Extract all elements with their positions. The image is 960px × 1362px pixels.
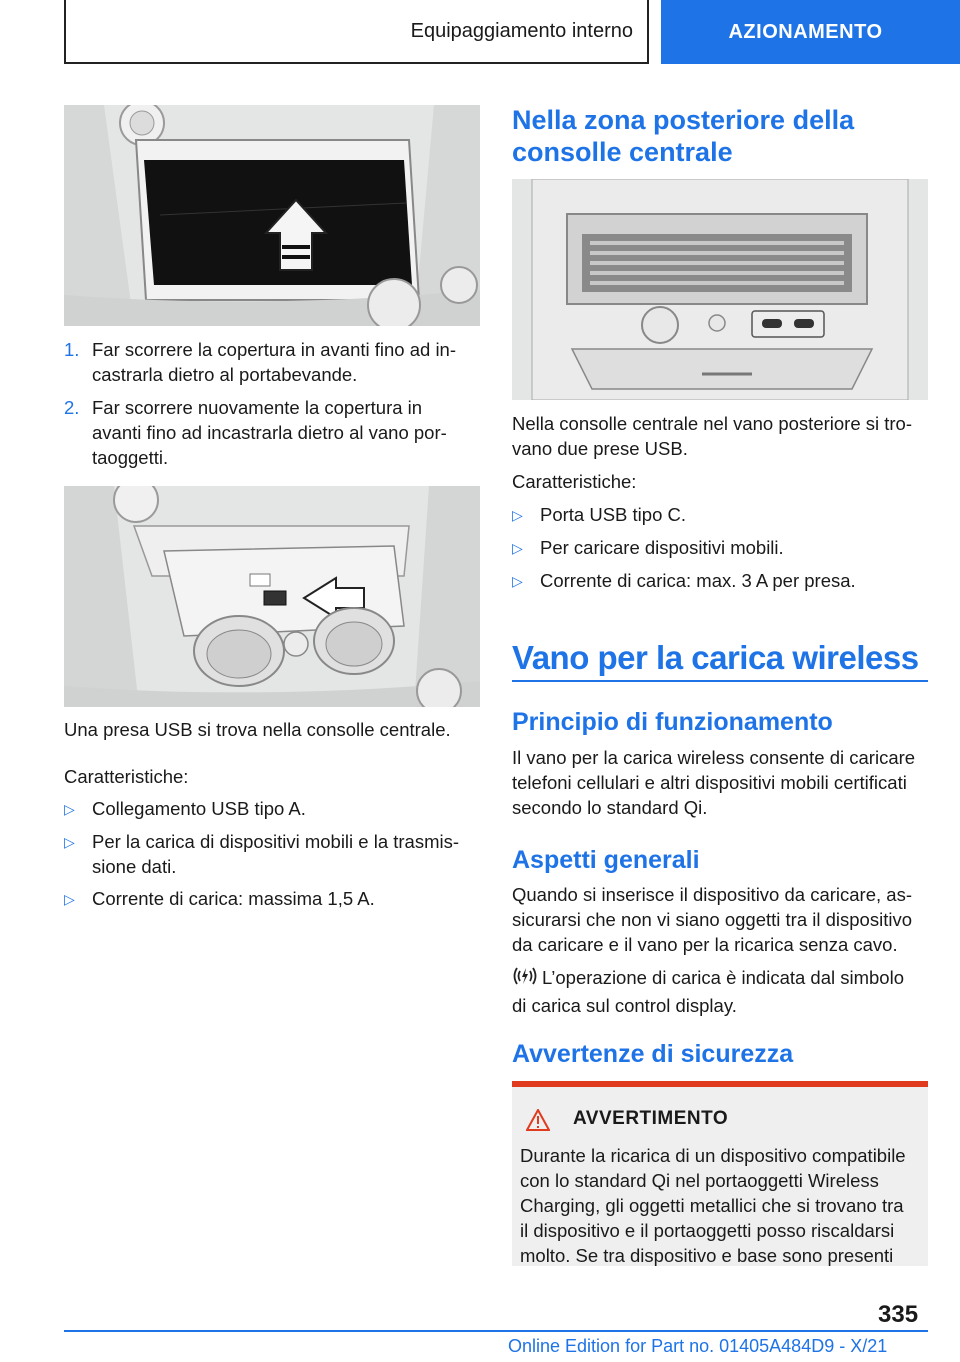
text-line: con lo standard Qi nel portaoggetti Wireless — [520, 1170, 879, 1191]
section-header — [64, 0, 649, 64]
rear-console-heading — [512, 104, 928, 168]
section-title: Equipaggiamento interno — [410, 19, 633, 42]
bullet-icon: ▷ — [512, 507, 523, 523]
text-line: molto. Se tra dispositivo e base sono presenti — [520, 1245, 894, 1266]
edition-text: Online Edition for Part no. 01405A484D9 - X/21 — [508, 1336, 888, 1356]
text-line: L’operazione di carica è indicata dal simbolo — [542, 967, 904, 988]
text-line: Quando si inserisce il dispositivo da caricare, as- — [512, 884, 912, 905]
warning-title: AVVERTIMENTO — [573, 1108, 729, 1129]
heading-rule — [512, 680, 928, 682]
rear-console-image — [512, 179, 928, 400]
step-number: 1. — [64, 339, 80, 360]
feature-item — [512, 502, 928, 528]
feature-text — [92, 829, 480, 879]
text-line: Il vano per la carica wireless consente di caricare — [512, 747, 916, 768]
footer-rule — [64, 1330, 928, 1332]
usb-features-list — [64, 796, 480, 912]
safety-heading: Avvertenze di sicurezza — [512, 1040, 794, 1068]
usb-intro-text: Una presa USB si trova nella consolle centrale. — [64, 719, 451, 740]
general-heading: Aspetti generali — [512, 846, 700, 874]
step-number: 2. — [64, 397, 80, 418]
text-line: telefoni cellulari e altri dispositivi mobili certificati — [512, 772, 907, 793]
step-text — [92, 395, 480, 470]
warning-box — [512, 1081, 928, 1266]
features-label: Caratteristiche: — [512, 471, 637, 492]
page-number: 335 — [878, 1301, 919, 1328]
feature-item — [64, 886, 480, 912]
bullet-icon: ▷ — [64, 834, 75, 850]
feature-text: Collegamento USB tipo A. — [92, 798, 306, 819]
text-line: Durante la ricarica di un dispositivo compatibile — [520, 1145, 906, 1166]
text-line: di carica sul control display. — [512, 995, 737, 1017]
bullet-icon: ▷ — [512, 573, 523, 589]
features-label: Caratteristiche: — [64, 766, 189, 787]
step-line: castrarla dietro al portabevande. — [92, 364, 358, 385]
feature-text: Corrente di carica: massima 1,5 A. — [92, 888, 375, 909]
text-line: sicurarsi che non vi siano oggetti tra il dispositivo — [512, 909, 912, 930]
text-line: da caricare e il vano per la ricarica senza cavo. — [512, 934, 898, 955]
step-line: taoggetti. — [92, 447, 169, 468]
step-text — [92, 337, 480, 387]
step-line: Far scorrere nuovamente la copertura in — [92, 397, 423, 418]
text-line: secondo lo standard Qi. — [512, 797, 708, 818]
feature-item — [64, 829, 480, 879]
warning-text — [520, 1143, 924, 1268]
rear-console-illustration — [512, 179, 928, 400]
feature-line: Per la carica di dispositivi mobili e la trasmis- — [92, 831, 460, 852]
principle-text — [512, 745, 932, 820]
rear-features-list — [512, 502, 928, 594]
text-line: il dispositivo e il portaoggetti posso riscaldarsi — [520, 1220, 895, 1241]
feature-item — [512, 568, 928, 594]
console-cover-image — [64, 105, 480, 326]
usb-socket-image — [64, 486, 480, 707]
feature-text: Per caricare dispositivi mobili. — [540, 537, 784, 558]
text-line: vano due prese USB. — [512, 438, 688, 459]
rear-intro-text — [512, 411, 932, 461]
feature-text: Corrente di carica: max. 3 A per presa. — [540, 570, 856, 591]
chapter-title: AZIONAMENTO — [728, 20, 883, 43]
feature-line: sione dati. — [92, 856, 177, 877]
step-1 — [64, 337, 480, 387]
step-2 — [64, 395, 480, 470]
console-cover-illustration — [64, 105, 480, 326]
step-line: avanti fino ad incastrarla dietro al vano por- — [92, 422, 447, 443]
bullet-icon: ▷ — [64, 801, 75, 817]
wireless-heading: Vano per la carica wireless — [512, 639, 919, 676]
chapter-tab[interactable] — [661, 0, 960, 64]
feature-text: Porta USB tipo C. — [540, 504, 687, 525]
wireless-charging-icon — [512, 965, 542, 993]
general-text — [512, 882, 932, 957]
feature-item — [64, 796, 480, 822]
principle-heading: Principio di funzionamento — [512, 708, 833, 736]
feature-item — [512, 535, 928, 561]
step-line: Far scorrere la copertura in avanti fino ad in- — [92, 339, 457, 360]
heading-line: Nella zona posteriore della — [512, 105, 855, 135]
steps-list — [64, 337, 480, 470]
text-line: Nella consolle centrale nel vano posteriore si tro- — [512, 413, 913, 434]
usb-socket-illustration — [64, 486, 480, 707]
charging-symbol-text — [512, 965, 932, 1018]
text-line: Charging, gli oggetti metallici che si trovano tra — [520, 1195, 904, 1216]
bullet-icon: ▷ — [512, 540, 523, 556]
warning-triangle-icon — [526, 1109, 550, 1131]
heading-line: consolle centrale — [512, 137, 733, 167]
bullet-icon: ▷ — [64, 891, 75, 907]
